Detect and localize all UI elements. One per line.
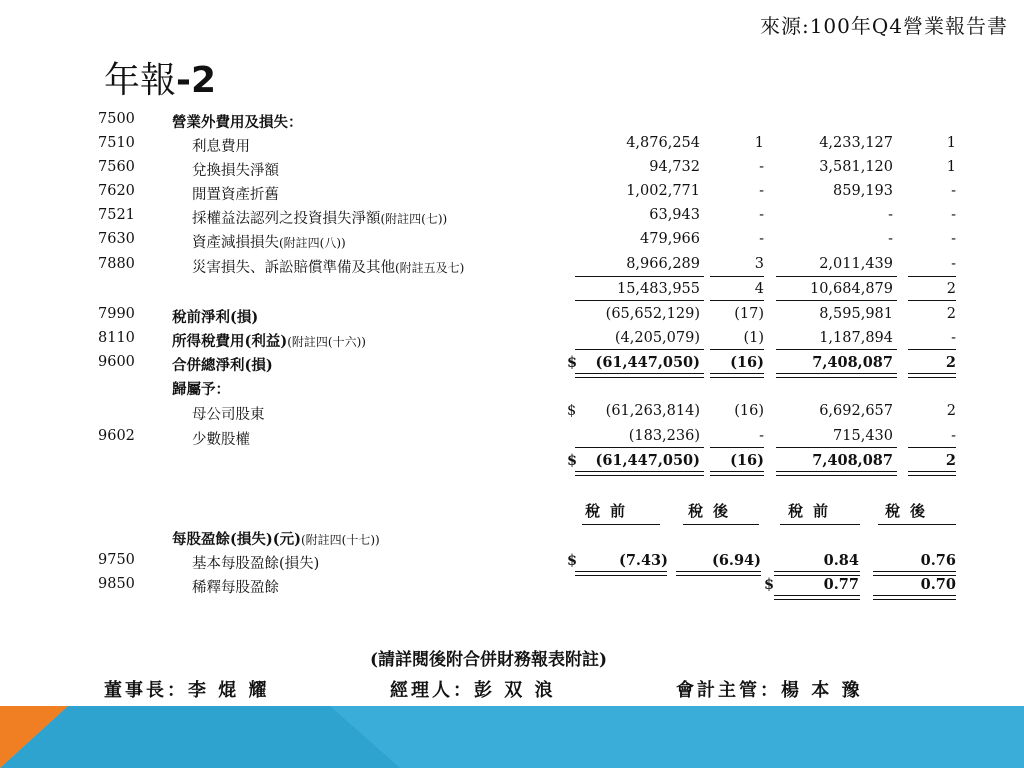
underline xyxy=(683,524,759,525)
amount-current: 8,966,289 xyxy=(626,256,700,272)
pct-prior: - xyxy=(951,183,956,199)
currency-symbol: $ xyxy=(567,403,577,419)
currency-symbol: $ xyxy=(567,552,578,569)
table-row xyxy=(0,376,1024,400)
account-code: 7521 xyxy=(98,207,135,223)
signature-accountant: 會計主管：楊 本 豫 xyxy=(676,680,863,701)
eps-pretax-prior: 0.77 xyxy=(823,576,859,593)
label-text: 所得稅費用(利益) xyxy=(172,333,288,350)
eps-header-aftertax: 稅後 xyxy=(885,502,936,520)
label-text: 災害損失、訴訟賠償準備及其他 xyxy=(192,260,395,276)
eps-header-aftertax: 稅後 xyxy=(688,502,739,520)
pct-current: - xyxy=(759,231,764,247)
account-code: 7560 xyxy=(98,159,135,175)
pct-prior: 2 xyxy=(946,306,956,322)
account-code: 9850 xyxy=(98,576,135,592)
amount-current: (61,447,050) xyxy=(595,354,700,371)
amount-current: (61,263,814) xyxy=(605,403,700,419)
label-note: (附註四(十六)) xyxy=(287,335,366,349)
currency-symbol: $ xyxy=(764,576,775,593)
double-underline xyxy=(908,471,956,476)
amount-prior: 859,193 xyxy=(833,183,893,199)
underline xyxy=(776,300,897,301)
pct-current: (1) xyxy=(743,330,764,346)
double-underline xyxy=(776,471,897,476)
amount-current: 479,966 xyxy=(640,231,700,247)
pct-prior: 2 xyxy=(946,281,956,297)
account-code: 9602 xyxy=(98,428,135,444)
table-row xyxy=(0,181,1024,205)
double-underline xyxy=(575,471,704,476)
amount-prior: 3,581,120 xyxy=(819,159,893,175)
account-code: 7880 xyxy=(98,256,135,272)
label-text: 採權益法認列之投資損失淨額 xyxy=(192,211,381,227)
eps-aftertax-prior: 0.70 xyxy=(920,576,956,593)
underline xyxy=(575,300,704,301)
account-label: 稅前淨利(損) xyxy=(172,309,259,326)
underline xyxy=(908,300,956,301)
underline xyxy=(878,524,956,525)
amount-current: 63,943 xyxy=(649,207,700,223)
pct-prior: - xyxy=(951,330,956,346)
double-underline xyxy=(710,471,764,476)
amount-current: (183,236) xyxy=(628,428,700,444)
eps-title xyxy=(172,528,380,549)
pct-prior: 2 xyxy=(945,452,956,469)
label-note: (附註四(七)) xyxy=(380,212,448,226)
amount-prior: 1,187,894 xyxy=(819,330,893,346)
pct-prior: - xyxy=(951,207,956,223)
eps-aftertax-prior: 0.76 xyxy=(920,552,956,569)
account-label: 合併總淨利(損) xyxy=(172,357,273,374)
pct-current: - xyxy=(759,159,764,175)
source-note: 來源:100年Q4營業報告書 xyxy=(759,14,1008,38)
amount-prior: 6,692,657 xyxy=(819,403,893,419)
decorative-footer-band xyxy=(0,706,1024,768)
amount-current: 15,483,955 xyxy=(616,281,700,297)
underline xyxy=(908,276,956,277)
amount-current: (61,447,050) xyxy=(595,452,700,469)
table-row xyxy=(0,574,1024,598)
amount-prior: - xyxy=(888,231,893,247)
amount-prior: 10,684,879 xyxy=(809,281,893,297)
eps-aftertax-current: (6.94) xyxy=(711,552,761,569)
table-row xyxy=(0,109,1024,133)
account-label xyxy=(192,256,464,277)
slide-title-text: 年報 xyxy=(104,60,177,101)
pct-prior: 2 xyxy=(945,354,956,371)
label-note: (附註四(八)) xyxy=(279,236,346,250)
eps-pretax-current: (7.43) xyxy=(618,552,668,569)
underline xyxy=(710,300,764,301)
pct-prior: 1 xyxy=(946,135,956,151)
account-label: 少數股權 xyxy=(192,432,250,448)
underline xyxy=(710,276,764,277)
underline xyxy=(575,447,704,448)
underline xyxy=(908,349,956,350)
amount-current: 4,876,254 xyxy=(626,135,700,151)
pct-prior: - xyxy=(951,428,956,444)
amount-current: (4,205,079) xyxy=(614,330,700,346)
table-row xyxy=(0,401,1024,425)
account-label: 利息費用 xyxy=(192,139,250,155)
amount-prior: 4,233,127 xyxy=(819,135,893,151)
account-label: 兌換損失淨額 xyxy=(192,163,279,179)
pct-current: - xyxy=(759,207,764,223)
eps-title-text: 每股盈餘(損失)(元) xyxy=(172,531,301,548)
account-label xyxy=(172,330,366,351)
amount-prior: - xyxy=(888,207,893,223)
table-row xyxy=(0,229,1024,253)
pct-current: 4 xyxy=(754,281,764,297)
blue-dark-shape xyxy=(0,706,400,768)
underline xyxy=(710,349,764,350)
account-label: 母公司股東 xyxy=(192,407,265,423)
signature-chairman: 董事長：李 焜 耀 xyxy=(104,680,270,701)
pct-current: 3 xyxy=(754,256,764,272)
pct-current: - xyxy=(759,183,764,199)
pct-current: (17) xyxy=(734,306,764,322)
amount-current: 1,002,771 xyxy=(626,183,700,199)
underline xyxy=(582,524,660,525)
eps-header-pretax: 稅前 xyxy=(585,502,636,520)
account-code: 7630 xyxy=(98,231,135,247)
account-code: 7500 xyxy=(98,111,135,127)
amount-prior: 2,011,439 xyxy=(819,256,893,272)
double-underline xyxy=(873,595,956,600)
account-code: 7620 xyxy=(98,183,135,199)
double-underline xyxy=(774,595,860,600)
table-row xyxy=(0,304,1024,328)
account-label: 營業外費用及損失： xyxy=(172,114,303,131)
pct-prior: - xyxy=(951,231,956,247)
pct-current: (16) xyxy=(734,403,764,419)
pct-current: (16) xyxy=(730,354,764,371)
underline xyxy=(908,447,956,448)
account-label: 歸屬予： xyxy=(172,381,230,398)
table-row xyxy=(0,526,1024,550)
underline xyxy=(776,447,897,448)
table-row xyxy=(0,550,1024,574)
amount-current: (65,652,129) xyxy=(605,306,700,322)
amount-current: 94,732 xyxy=(649,159,700,175)
table-row xyxy=(0,254,1024,278)
pct-current: (16) xyxy=(730,452,764,469)
account-label xyxy=(192,231,346,252)
account-label: 閒置資產折舊 xyxy=(192,187,279,203)
amount-prior: 7,408,087 xyxy=(812,452,893,469)
account-label: 稀釋每股盈餘 xyxy=(192,580,279,596)
eps-pretax-prior: 0.84 xyxy=(823,552,859,569)
pct-current: 1 xyxy=(754,135,764,151)
pct-prior: 2 xyxy=(946,403,956,419)
table-row xyxy=(0,133,1024,157)
underline xyxy=(575,276,704,277)
slide-title xyxy=(104,52,216,103)
label-note: (附註五及七) xyxy=(395,261,465,275)
underline xyxy=(776,276,897,277)
account-code: 9600 xyxy=(98,354,135,370)
table-row xyxy=(0,157,1024,181)
amount-prior: 8,595,981 xyxy=(819,306,893,322)
account-code: 7510 xyxy=(98,135,135,151)
account-label: 基本每股盈餘(損失) xyxy=(192,556,320,572)
label-text: 資產減損損失 xyxy=(192,235,279,251)
account-code: 9750 xyxy=(98,552,135,568)
underline xyxy=(710,447,764,448)
account-code: 8110 xyxy=(98,330,135,346)
underline xyxy=(776,349,897,350)
account-label xyxy=(192,207,447,228)
table-row xyxy=(0,205,1024,229)
pct-prior: 1 xyxy=(946,159,956,175)
eps-header-pretax: 稅前 xyxy=(788,502,839,520)
underline xyxy=(575,349,704,350)
currency-symbol: $ xyxy=(567,452,578,469)
eps-title-note: (附註四(十七)) xyxy=(300,533,380,547)
signature-manager: 經理人：彭 双 浪 xyxy=(390,680,556,701)
amount-prior: 715,430 xyxy=(833,428,893,444)
pct-current: - xyxy=(759,428,764,444)
slide-title-suffix: -2 xyxy=(176,60,217,101)
underline xyxy=(780,524,860,525)
pct-prior: - xyxy=(951,256,956,272)
currency-symbol: $ xyxy=(567,354,578,371)
footnote: (請詳閱後附合併財務報表附註) xyxy=(370,650,608,670)
account-code: 7990 xyxy=(98,306,135,322)
amount-prior: 7,408,087 xyxy=(812,354,893,371)
